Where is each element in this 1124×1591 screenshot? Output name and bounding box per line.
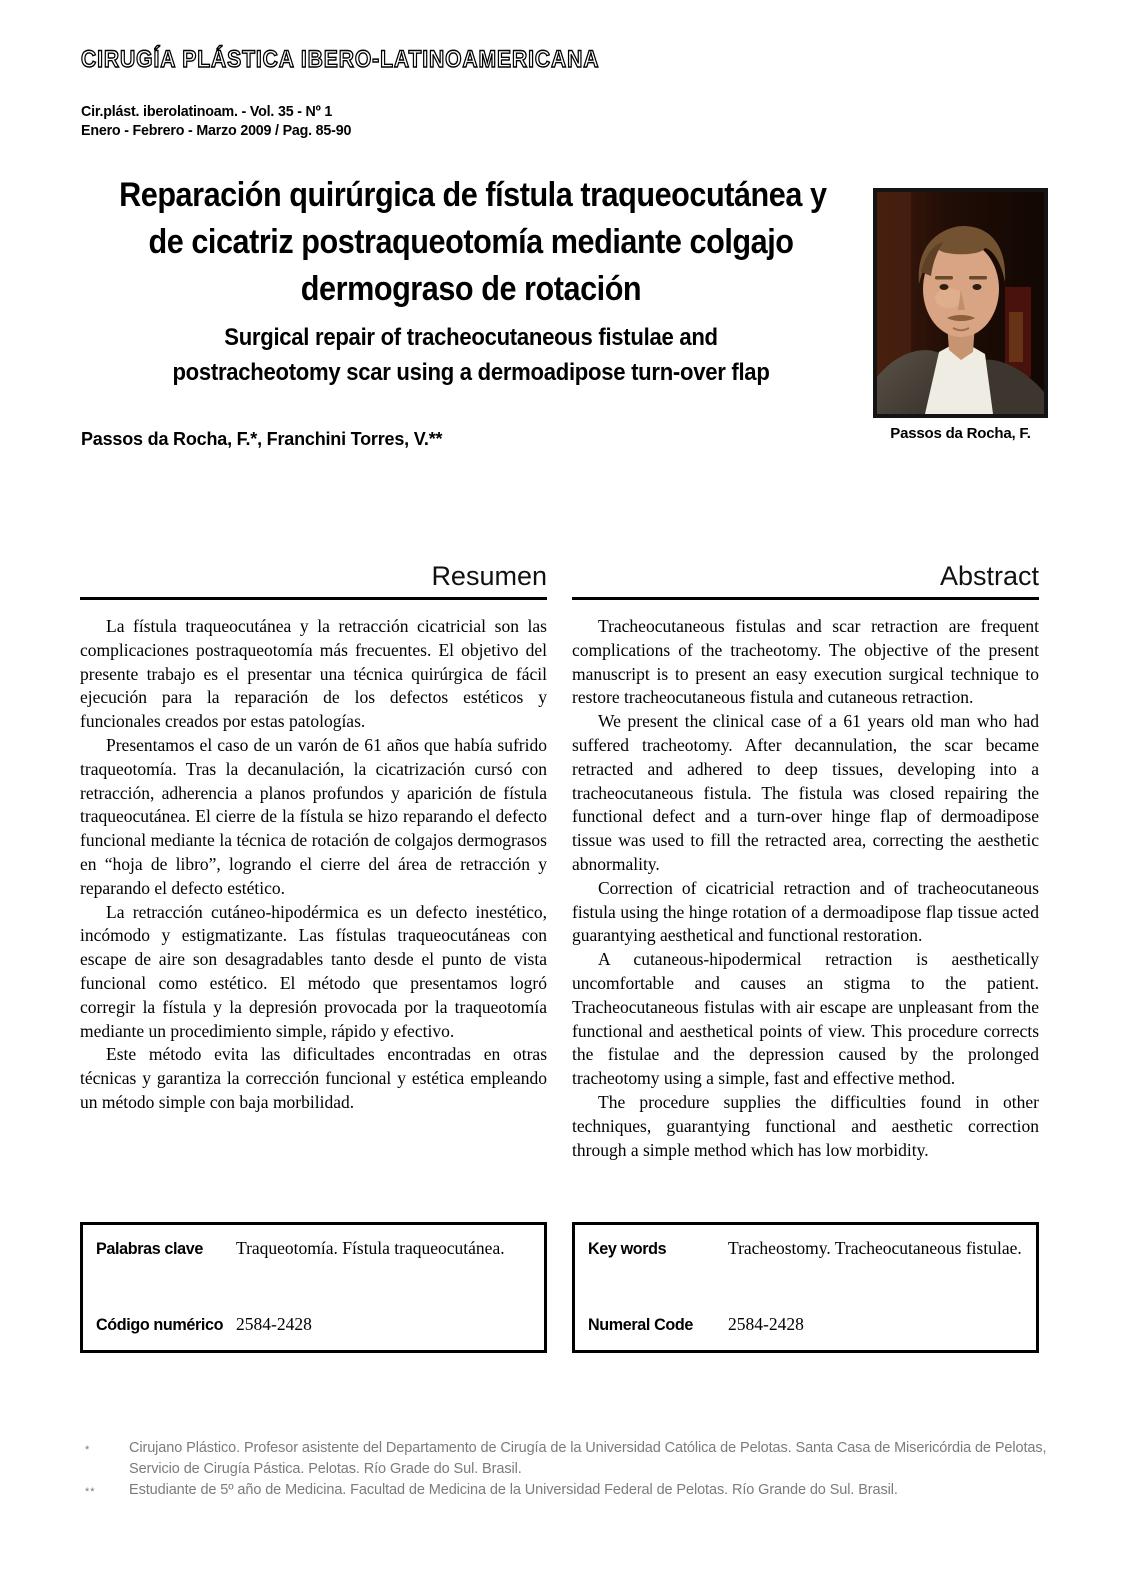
resumen-heading: Resumen: [80, 558, 547, 600]
abstract-paragraph: Correction of cicatricial retraction and of tracheocutaneous fistula using the hinge rotation of a dermoadipose flap tissue acted guarantying aesthetical and functional restoration.: [572, 877, 1039, 946]
resumen-paragraph: La retracción cutáneo-hipodérmica es un defecto inestético, incómodo y estigmatizante. Las fístulas traqueocutáneas con escape de aire son desagradables tanto desde el punto de vista funcional como estético. El método que presentamos logró corregir la fístula y la depresión provocada por la traqueotomía mediante un procedimiento simple, rápido y efectivo.: [80, 901, 547, 1041]
title-en-line-2: postracheotomy scar using a dermoadipose turn-over flap: [172, 359, 770, 386]
author-photo-illustration: [877, 192, 1044, 414]
eye-left: [940, 284, 949, 290]
journal-citation: [81, 102, 351, 140]
code-row: [588, 1314, 1024, 1335]
footnote-text: Estudiante de 5º año de Medicina. Facultad de Medicina de la Universidad Federal de Pelotas. Río Grande do Sul. Brasil.: [129, 1482, 898, 1498]
code-row: [96, 1314, 532, 1335]
journal-banner: CIRUGÍA PLÁSTICA IBERO-LATINOAMERICANA: [81, 46, 600, 73]
footnote-marker: **: [85, 1486, 96, 1498]
title-es-line-1: Reparación quirúrgica de fístula traqueocutánea y: [119, 176, 827, 214]
resumen-paragraph: Presentamos el caso de un varón de 61 años que había sufrido traqueotomía. Tras la decanulación, la cicatrización cursó con retracción, adherencia a planos profundos y aparición de fístula traqueocutánea. El cierre de la fístula se hizo reparando el defecto funcional mediante la técnica de rotación de colgajos dermograsos en “hoja de libro”, logrando el cierre del área de retracción y reparando el defecto estético.: [80, 734, 547, 898]
article-subtitle-block: [80, 320, 862, 390]
keywords-box-en: [572, 1222, 1039, 1353]
citation-line-1: Cir.plást. iberolatinoam. - Vol. 35 - Nº 1: [81, 103, 333, 120]
code-label-es: Código numérico: [96, 1315, 224, 1334]
abstract-paragraph: We present the clinical case of a 61 years old man who had suffered tracheotomy. After decannulation, the scar became retracted and adhered to deep tissues, developing into a tracheocutaneous fistula. The fistula was closed repairing the functional defect and a turn-over hinge flap of dermoadipose tissue was used to fill the retracted area, correcting the aesthetic abnormality.: [572, 711, 1039, 874]
title-es-line-3: dermograso de rotación: [300, 270, 642, 308]
author-photo: [873, 188, 1048, 418]
code-label-en: Numeral Code: [588, 1315, 693, 1334]
keywords-label-es: Palabras clave: [96, 1239, 203, 1258]
keyword-boxes: [80, 1222, 1048, 1353]
keywords-label-en: Key words: [588, 1239, 667, 1258]
citation-line-2: Enero - Febrero - Marzo 2009 / Pag. 85-90: [81, 122, 352, 139]
abstract-paragraph: A cutaneous-hipodermical retraction is aesthetically uncomfortable and causes an stigma to the patient. Tracheocutaneous fistulas with air escape are unpleasant from the functional and aesthetical points of view. This procedure corrects the fistulae and the depression caused by the prolonged tracheotomy using a simple, fast and effective method.: [572, 949, 1039, 1089]
keywords-box-es: [80, 1222, 547, 1353]
code-value-en: 2584-2428: [728, 1314, 804, 1334]
footnote-marker: *: [85, 1444, 91, 1456]
abstract-column: [572, 558, 1039, 1162]
keywords-value-es: Traqueotomía. Fístula traqueocutánea.: [236, 1238, 505, 1258]
abstract-paragraph: Tracheocutaneous fistulas and scar retraction are frequent complications of the tracheotomy. The objective of the present manuscript is to present an easy execution surgical technique to restore tracheocutaneous fistula and cutaneous retraction.: [572, 616, 1039, 708]
footnote-text: Cirujano Plástico. Profesor asistente del Departamento de Cirugía de la Universidad Católica de Pelotas. Santa Casa de Misericórdia de Pelotas, Servicio de Cirugía Pástica. Pelotas. Río Grade do Sul. Brasil.: [129, 1440, 1047, 1477]
abstract-heading: Abstract: [572, 558, 1039, 600]
code-value-es: 2584-2428: [236, 1314, 312, 1334]
abstract-paragraph: The procedure supplies the difficulties found in other techniques, guarantying functional and aesthetic correction through a simple method which has low morbidity.: [572, 1091, 1039, 1160]
footnote: [85, 1480, 1063, 1503]
photo-caption: Passos da Rocha, F.: [890, 425, 1031, 442]
resumen-paragraph: La fístula traqueocutánea y la retracción cicatricial son las complicaciones postraqueotomía más frecuentes. El objetivo del presente trabajo es el presentar una técnica quirúrgica de fácil ejecución para la reparación de los defectos estéticos y funcionales creados por estas patologías.: [80, 616, 547, 732]
abstract-body: [572, 615, 1039, 1162]
eyebrow-right: [969, 276, 987, 280]
resumen-paragraph: Este método evita las dificultades encontradas en otras técnicas y garantiza la corrección funcional y estética empleando un método simple con baja morbilidad.: [80, 1044, 547, 1112]
resumen-column: [80, 558, 547, 1162]
eye-right: [973, 284, 982, 290]
keywords-row: [96, 1238, 532, 1259]
abstract-columns: [80, 558, 1048, 1162]
title-en-line-1: Surgical repair of tracheocutaneous fistulae and: [224, 324, 718, 351]
eyebrow-left: [935, 276, 953, 280]
author-line: Passos da Rocha, F.*, Franchini Torres, V.**: [81, 429, 443, 449]
footnote: [85, 1438, 1063, 1480]
keywords-row: [588, 1238, 1024, 1259]
title-es-line-2: de cicatriz postraqueotomía mediante colgajo: [148, 223, 794, 261]
photo-bottle-shape: [1009, 312, 1023, 362]
article-title-block: [80, 172, 862, 390]
keywords-value-en: Tracheostomy. Tracheocutaneous fistulae.: [728, 1238, 1022, 1258]
footnotes: [85, 1438, 1063, 1503]
resumen-body: [80, 615, 547, 1115]
